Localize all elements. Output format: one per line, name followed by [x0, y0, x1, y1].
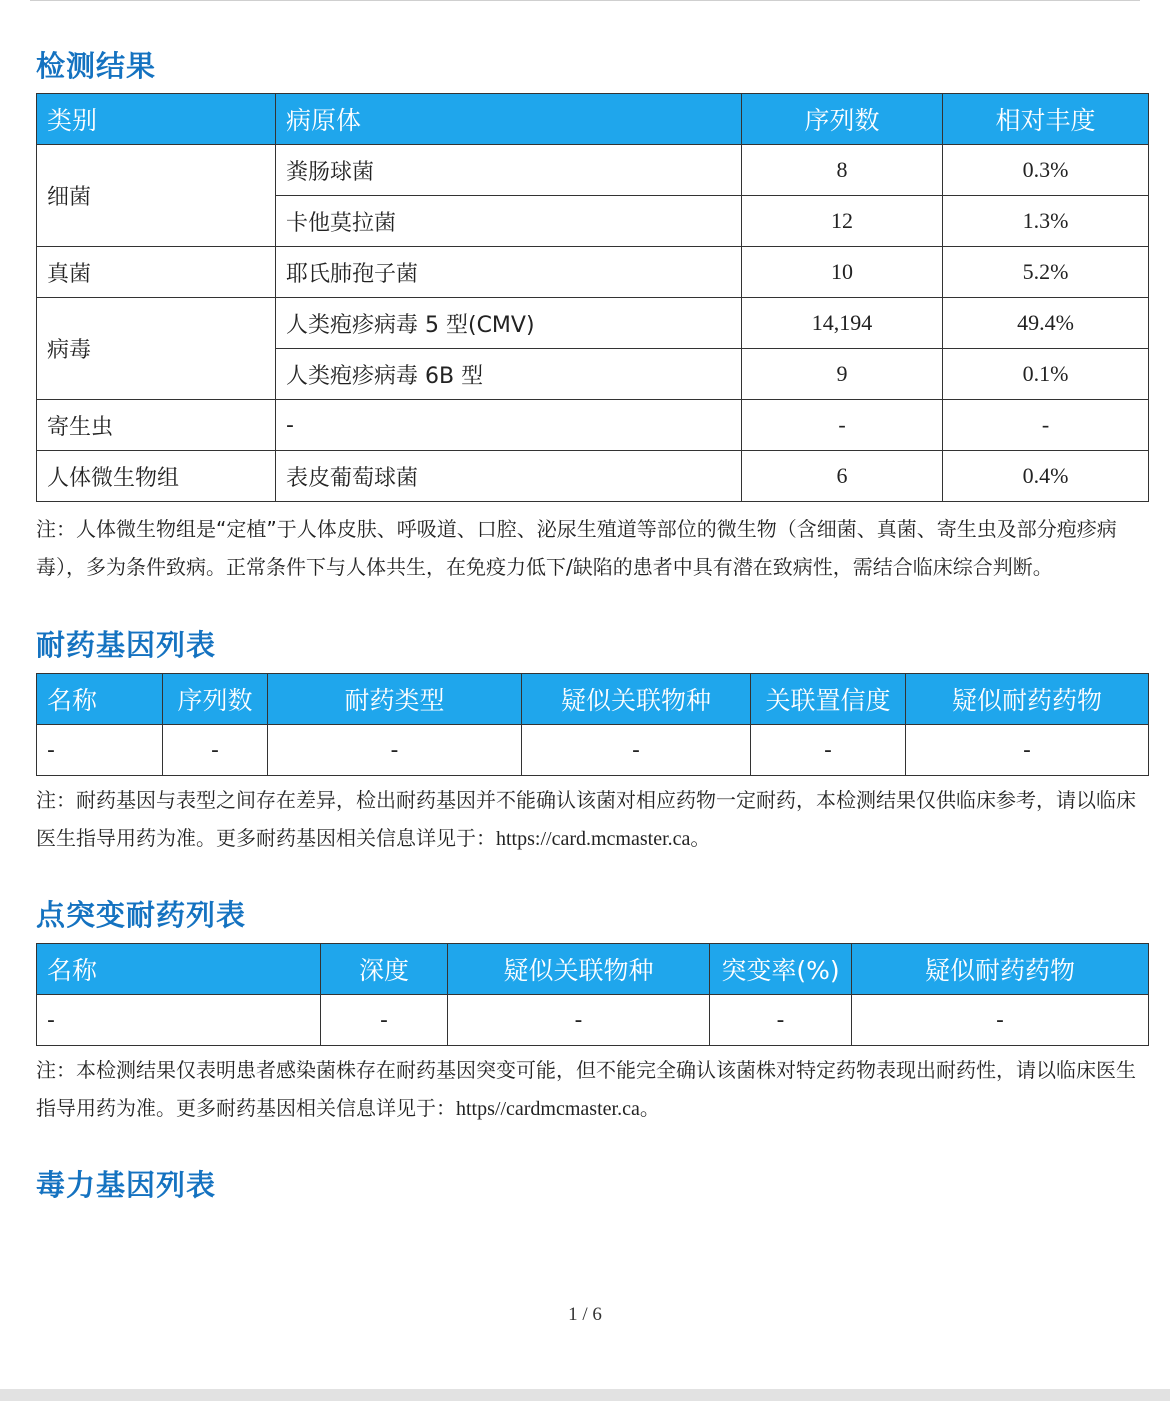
- mutation-cell: -: [710, 995, 852, 1046]
- category-cell: 真菌: [37, 247, 276, 298]
- resistance-header-count: 序列数: [163, 674, 268, 725]
- resistance-cell: -: [268, 725, 522, 776]
- top-divider: [30, 0, 1140, 1]
- mutation-header-row: [37, 944, 1149, 995]
- count-cell: 8: [742, 145, 943, 196]
- pathogen-cell: 耶氏肺孢子菌: [276, 247, 742, 298]
- mutation-header-depth: 深度: [321, 944, 448, 995]
- pathogen-cell: 粪肠球菌: [276, 145, 742, 196]
- category-cell: 寄生虫: [37, 400, 276, 451]
- resistance-header-species: 疑似关联物种: [522, 674, 751, 725]
- mutation-note-text: 注：本检测结果仅表明患者感染菌株存在耐药基因突变可能，但不能完全确认该菌株对特定药物表现出耐药性，请以临床医生指导用药为准。更多耐药基因相关信息详见于：: [36, 1058, 1136, 1120]
- abundance-cell: 5.2%: [943, 247, 1149, 298]
- table-row: [37, 247, 1149, 298]
- abundance-cell: 49.4%: [943, 298, 1149, 349]
- mutation-header-drugs: 疑似耐药药物: [852, 944, 1149, 995]
- point-mutation-section-title: 点突变耐药列表: [36, 898, 247, 932]
- point-mutation-table: [36, 943, 1149, 1046]
- table-row: [37, 725, 1149, 776]
- virulence-genes-section-title: 毒力基因列表: [36, 1168, 217, 1202]
- category-cell: 细菌: [37, 145, 276, 247]
- resistance-genes-table: [36, 673, 1149, 776]
- abundance-cell: 1.3%: [943, 196, 1149, 247]
- results-header-abundance: 相对丰度: [943, 94, 1149, 145]
- mutation-header-species: 疑似关联物种: [448, 944, 710, 995]
- resistance-cell: -: [163, 725, 268, 776]
- pathogen-cell: -: [276, 400, 742, 451]
- resistance-cell: -: [522, 725, 751, 776]
- resistance-genes-section-title: 耐药基因列表: [36, 628, 217, 662]
- resistance-cell: -: [751, 725, 906, 776]
- resistance-header-row: [37, 674, 1149, 725]
- results-section-title: 检测结果: [36, 49, 157, 83]
- resistance-header-type: 耐药类型: [268, 674, 522, 725]
- count-cell: 14,194: [742, 298, 943, 349]
- table-row: [37, 298, 1149, 349]
- category-cell: 病毒: [37, 298, 276, 400]
- mutation-note-end: 。: [639, 1096, 660, 1120]
- count-cell: 6: [742, 451, 943, 502]
- table-row: [37, 995, 1149, 1046]
- category-cell: 人体微生物组: [37, 451, 276, 502]
- table-row: [37, 451, 1149, 502]
- count-cell: -: [742, 400, 943, 451]
- pathogen-cell: 表皮葡萄球菌: [276, 451, 742, 502]
- mutation-header-name: 名称: [37, 944, 321, 995]
- results-table: [36, 93, 1149, 502]
- count-cell: 12: [742, 196, 943, 247]
- resistance-header-name: 名称: [37, 674, 163, 725]
- pathogen-cell: 人类疱疹病毒 5 型(CMV): [276, 298, 742, 349]
- results-header-category: 类别: [37, 94, 276, 145]
- mutation-cell: -: [321, 995, 448, 1046]
- resistance-note-text: 注：耐药基因与表型之间存在差异，检出耐药基因并不能确认该菌对相应药物一定耐药，本检测结果仅供临床参考，请以临床医生指导用药为准。更多耐药基因相关信息详见于：: [36, 788, 1136, 850]
- bottom-bar: [0, 1389, 1170, 1401]
- page-number: 1 / 6: [568, 1304, 602, 1325]
- mutation-cell: -: [852, 995, 1149, 1046]
- resistance-header-confidence: 关联置信度: [751, 674, 906, 725]
- mutation-cell: -: [448, 995, 710, 1046]
- pathogen-cell: 卡他莫拉菌: [276, 196, 742, 247]
- resistance-header-drugs: 疑似耐药药物: [906, 674, 1149, 725]
- abundance-cell: 0.3%: [943, 145, 1149, 196]
- resistance-cell: -: [37, 725, 163, 776]
- abundance-cell: 0.1%: [943, 349, 1149, 400]
- pathogen-cell: 人类疱疹病毒 6B 型: [276, 349, 742, 400]
- resistance-note-url: https://card.mcmaster.ca: [496, 828, 691, 850]
- mutation-note-url: https//cardmcmaster.ca: [456, 1098, 640, 1120]
- results-note: 注：人体微生物组是“定植”于人体皮肤、呼吸道、口腔、泌尿生殖道等部位的微生物（含细菌、真菌、寄生虫及部分疱疹病毒），多为条件致病。正常条件下与人体共生，在免疫力低下/缺陷的患者中具有潜在致病性，需结合临床综合判断。: [36, 517, 1117, 579]
- results-header-pathogen: 病原体: [276, 94, 742, 145]
- mutation-cell: -: [37, 995, 321, 1046]
- resistance-note-end: 。: [690, 826, 711, 850]
- results-header-count: 序列数: [742, 94, 943, 145]
- count-cell: 9: [742, 349, 943, 400]
- count-cell: 10: [742, 247, 943, 298]
- results-header-row: [37, 94, 1149, 145]
- resistance-genes-note: [36, 781, 1146, 858]
- abundance-cell: -: [943, 400, 1149, 451]
- table-row: [37, 145, 1149, 196]
- point-mutation-note: [36, 1051, 1146, 1128]
- resistance-cell: -: [906, 725, 1149, 776]
- abundance-cell: 0.4%: [943, 451, 1149, 502]
- mutation-header-rate: 突变率(%): [710, 944, 852, 995]
- table-row: [37, 400, 1149, 451]
